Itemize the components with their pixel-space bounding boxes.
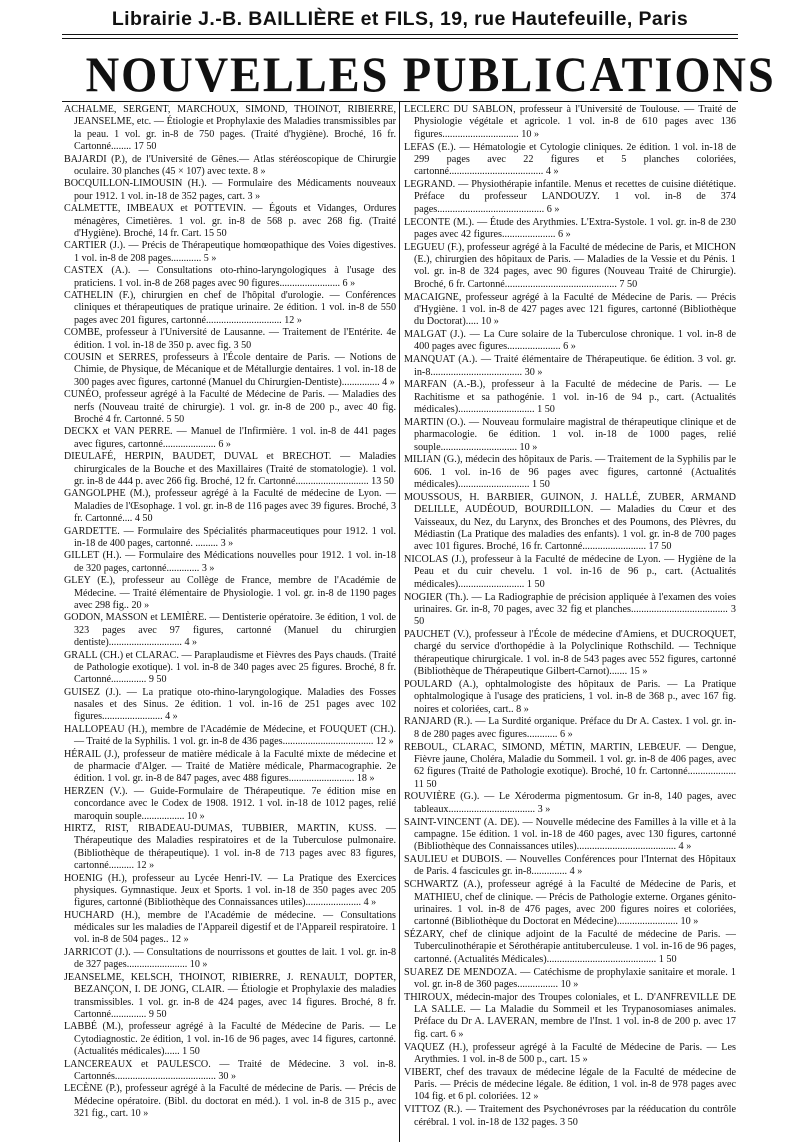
catalog-entry-text: HERZEN (V.). — Guide-Formulaire de Thérapeutique. 7e édition mise en concordance avec le Codex de 1908. 1912. 1 vol. in-18 de 1012 pages, relié maroquin souple................. 10 »: [64, 785, 396, 822]
catalog-entry: [64, 104, 396, 153]
catalog-entry-text: LECÈNE (P.), professeur agrégé à la Faculté de médecine de Paris. — Précis de Médecine opératoire. (Bibl. du doctorat en méd.). 1 vol. in-8 de 315 p., avec 321 fig., cart. 10 »: [64, 1083, 396, 1120]
catalog-entry-text: MARFAN (A.-B.), professeur à la Faculté de médecine de Paris. — Le Rachitisme et sa pathogénie. 1 vol. in-16 de 94 p., cart. (Actualités médicales).............................. 1 50: [404, 379, 736, 415]
catalog-entry-text: DIEULAFÉ, HERPIN, BAUDET, DUVAL et BRECHOT. — Maladies chirurgicales de la Bouche et des Maxillaires (Traité de stomatologie). 1 vol. gr. in-8 de 444 p. avec 266 fig. Broché, 12 fr. Cartonné............................. 13 50: [64, 451, 396, 487]
catalog-entry: [404, 817, 736, 854]
catalog-entry: [64, 1021, 396, 1058]
catalog-entry: [404, 329, 736, 354]
catalog-entry-text: CUNÉO, professeur agrégé à la Faculté de Médecine de Paris. — Maladies des nerfs (Nouveau traité de chirurgie). 1 vol. gr. in-8 de 200 p., avec 40 fig. Broché 4 fr. Cartonné. 5 50: [64, 389, 396, 425]
right-column: [404, 104, 736, 1129]
catalog-entry: [404, 629, 736, 679]
catalog-entry-text: CASTEX (A.). — Consultations oto-rhino-laryngologiques à l'usage des praticiens. 1 vol. in-8 de 268 pages avec 90 figures........................ 6 »: [64, 265, 396, 289]
catalog-entry: [404, 679, 736, 716]
catalog-entry-text: VIBERT, chef des travaux de médecine légale de la Faculté de médecine de Paris. — Précis de médecine légale. 8e édition, 1 vol. in-8 de 978 pages avec 104 fig. et 6 pl. coloriées. 12 »: [404, 1066, 736, 1103]
column-divider: [399, 102, 400, 1142]
catalog-entry: [64, 550, 396, 575]
title-rule: [62, 101, 738, 102]
catalog-entry: [64, 240, 396, 265]
catalog-entry: [404, 854, 736, 879]
catalog-entry-text: GLEY (E.), professeur au Collège de France, membre de l'Académie de Médecine. — Traité élémentaire de Physiologie. 1 vol. gr. in-8 de 1190 pages avec 298 fig.. 20 »: [64, 575, 396, 611]
catalog-entry: [404, 454, 736, 491]
catalog-entry: [404, 217, 736, 242]
catalog-entry-text: BOCQUILLON-LIMOUSIN (H.). — Formulaire des Médicaments nouveaux pour 1912. 1 vol. in-18 de 352 pages, cart. 3 »: [64, 178, 396, 202]
catalog-entry-text: GUISEZ (J.). — La pratique oto-rhino-laryngologique. Maladies des Fosses nasales et des Sinus. 2e édition. 1 vol. in-16 de 251 pages avec 102 figures........................ 4 »: [64, 686, 396, 723]
catalog-entry-text: MANQUAT (A.). — Traité élémentaire de Thérapeutique. 6e édition. 3 vol. gr. in-8.................................... 30 »: [404, 354, 736, 378]
catalog-entry-text: LEFAS (E.). — Hématologie et Cytologie cliniques. 2e édition. 1 vol. in-18 de 299 pages avec 22 figures et 5 planches coloriées, cartonné..................................... 4 »: [404, 141, 736, 178]
catalog-entry-text: HÉRAIL (J.), professeur de matière médicale à la Faculté mixte de médecine et de pharmacie d'Alger. — Traité de Matière médicale, Pharmacographie. 2e édition. 1 vol. gr. in-8 de 847 pages, avec 488 figures.......................... 18 »: [64, 748, 396, 785]
catalog-entry: [64, 290, 396, 327]
catalog-entry-text: SCHWARTZ (A.), professeur agrégé à la Faculté de Médecine de Paris, et MATHIEU, chef de clinique. — Précis de Pathologie externe. Organes génito-urinaires. 1 vol. in-8 de 476 pages, avec 200 figures noires et coloriées, cartonné (Bibliothèque du Doctorat en Médecine)........................ 10 »: [404, 879, 736, 928]
catalog-entry: [64, 650, 396, 687]
catalog-entry: [64, 1059, 396, 1084]
catalog-entry-text: MACAIGNE, professeur agrégé à la Faculté de Médecine de Paris. — Précis d'Hygiène. 1 vol. in-8 de 427 pages avec 121 figures, cartonné (Bibliothèque du Doctorat)..... 10 »: [404, 291, 736, 328]
catalog-entry: [404, 716, 736, 741]
catalog-entry: [64, 823, 396, 872]
catalog-entry-text: COMBE, professeur à l'Université de Lausanne. — Traitement de l'Entérite. 4e édition. 1 vol. in-18 de 350 p. avec fig. 3 50: [64, 327, 396, 351]
catalog-entry-text: HALLOPEAU (H.), membre de l'Académie de Médecine, et FOUQUET (CH.). — Traité de la Syphilis. 1 vol. gr. in-8 de 436 pages.................................... 12 »: [64, 723, 396, 748]
catalog-entry-text: HUCHARD (H.), membre de l'Académie de médecine. — Consultations médicales sur les maladies de l'Appareil digestif et de l'Appareil respiratoire. 1 vol. in-8 de 504 pages.. 12 »: [64, 909, 396, 946]
catalog-entry: [64, 873, 396, 910]
catalog-entry-text: REBOUL, CLARAC, SIMOND, MÉTIN, MARTIN, LEBŒUF. — Dengue, Fièvre jaune, Choléra, Maladie du Sommeil. 1 vol. gr. in-8 de 406 pages, avec 62 figures (Traité de Pathologie exotique). Broché, 10 fr. Cartonné................... 11 50: [404, 741, 736, 790]
catalog-entry: [64, 612, 396, 649]
catalog-entry: [64, 749, 396, 786]
catalog-entry: [64, 786, 396, 823]
catalog-entry: [404, 492, 736, 554]
catalog-entry-text: LEGUEU (F.), professeur agrégé à la Faculté de médecine de Paris, et MICHON (E.), chirurgien des hôpitaux de Paris. — Maladies de la Vessie et du Pénis. 1 vol. gr. in-8 de 324 pages, avec 90 figures (Nouveau Traité de Chirurgie). Broché, 6 fr. Cartonné............................................ 7 50: [404, 241, 736, 290]
catalog-entry-text: ACHALME, SERGENT, MARCHOUX, SIMOND, THOINOT, RIBIERRE, JEANSELME, etc. — Étiologie et Prophylaxie des Maladies transmissibles par la peau. 1 vol. gr. in-8 de 750 pages. (Traité d'hygiène). Broché, 16 fr. Cartonné........ 17 50: [64, 104, 396, 152]
catalog-entry-text: JARRICOT (J.). — Consultations de nourrissons et gouttes de lait. 1 vol. gr. in-8 de 327 pages........................ 10 »: [64, 947, 396, 971]
catalog-entry: [404, 879, 736, 929]
catalog-entry: [404, 791, 736, 816]
catalog-entry-text: LABBÉ (M.), professeur agrégé à la Faculté de Médecine de Paris. — Le Cytodiagnostic. 2e édition, 1 vol. in-16 de 96 pages, avec 14 figures, cartonné. (Actualités médicales)...... 1 50: [64, 1021, 396, 1057]
catalog-entry-text: NOGIER (Th.). — La Radiographie de précision appliquée à l'examen des voies urinaires. Gr. in-8, 70 pages, avec 32 fig et planches...................................... 3 50: [404, 591, 736, 628]
catalog-entry-text: MARTIN (O.). — Nouveau formulaire magistral de thérapeutique clinique et de pharmacologie. 6e édition. 1 vol. in-18 de 1000 pages, relié souple.............................. 10 »: [404, 416, 736, 453]
catalog-entry-text: VAQUEZ (H.), professeur agrégé à la Faculté de Médecine de Paris. — Les Arythmies. 1 vol. in-8 de 500 p., cart. 15 »: [404, 1041, 736, 1065]
catalog-entry-text: SUAREZ DE MENDOZA. — Catéchisme de prophylaxie sanitaire et morale. 1 vol. gr. in-8 de 360 pages................ 10 »: [404, 966, 736, 990]
catalog-entry: [64, 724, 396, 749]
catalog-entry-text: SÉZARY, chef de clinique adjoint de la Faculté de médecine de Paris. — Tuberculinothérapie et Sérothérapie antituberculeuse. 1 vol. in-16 de 96 pages, cartonné. (Actualités Médicales)........................................... 1 50: [404, 929, 736, 965]
catalog-entry: [404, 967, 736, 992]
catalog-entry: [64, 575, 396, 612]
catalog-entry: [404, 1042, 736, 1067]
catalog-entry-text: CALMETTE, IMBEAUX et POTTEVIN. — Égouts et Vidanges, Ordures ménagères, Cimetières. 1 vol. gr. in-8 de 568 p. avec 268 fig. (Traité d'Hygiène). Broché, 14 fr. Cart. 15 50: [64, 203, 396, 239]
catalog-entry: [64, 972, 396, 1021]
catalog-entry-text: MILIAN (G.), médecin des hôpitaux de Paris. — Traitement de la Syphilis par le 606. 1 vol. in-16 de 96 pages avec figures, cartonné (Actualités médicales)............................ 1 50: [404, 454, 736, 490]
catalog-entry-text: THIROUX, médecin-major des Troupes coloniales, et L. D'ANFREVILLE DE LA SALLE. — La Maladie du Sommeil et les Trypanosomiases animales. Préface du Dr A. LAVERAN, membre de l'Inst. 1 vol. in-8 de 200 p. avec 17 fig. cart. 6 »: [404, 991, 736, 1040]
catalog-entry-text: RANJARD (R.). — La Surdité organique. Préface du Dr A. Castex. 1 vol. gr. in-8 de 280 pages avec figures............ 6 »: [404, 716, 736, 740]
catalog-entry-text: GILLET (H.). — Formulaire des Médications nouvelles pour 1912. 1 vol. in-18 de 320 pages, cartonné............. 3 »: [64, 550, 396, 574]
catalog-entry: [64, 687, 396, 724]
catalog-entry: [404, 554, 736, 591]
catalog-entry-text: MOUSSOUS, H. BARBIER, GUINON, J. HALLÉ, ZUBER, ARMAND DELILLE, AUDÉOUD, BOURDILLON. — Maladies du Cœur et des Vaisseaux, du Nez, du Larynx, des Bronches et des Poumons, des Plèvres, du Médiastin (La Pratique des maladies des enfants). 1 vol. gr. in-8 de 700 pages avec 101 figures. Broché, 16 fr. Cartonné......................... 17 50: [404, 491, 736, 553]
catalog-entry: [64, 451, 396, 488]
catalog-entry-text: GARDETTE. — Formulaire des Spécialités pharmaceutiques pour 1912. 1 vol. in-18 de 400 pages, cartonné. ......... 3 »: [64, 525, 396, 549]
catalog-entry: [64, 488, 396, 525]
catalog-entry-text: SAINT-VINCENT (A. DE). — Nouvelle médecine des Familles à la ville et à la campagne. 15e édition. 1 vol. in-18 de 460 pages, avec 130 figures, cartonné (Bibliothèque des Connaissances utiles)....................................... 4 »: [404, 816, 736, 853]
catalog-entry-text: GODON, MASSON et LEMIÈRE. — Dentisterie opératoire. 3e édition, 1 vol. de 323 pages avec 97 figures, cartonné (Manuel du chirurgien dentiste)............................. 4 »: [64, 612, 396, 649]
catalog-entry: [404, 1067, 736, 1104]
catalog-entry: [404, 142, 736, 179]
catalog-entry: [404, 379, 736, 416]
catalog-entry-text: LECONTE (M.). — Étude des Arythmies. L'Extra-Systole. 1 vol. gr. in-8 de 230 pages avec 42 figures..................... 6 »: [404, 216, 736, 240]
catalog-entry-text: COUSIN et SERRES, professeurs à l'École dentaire de Paris. — Notions de Chimie, de Physique, de Mécanique et de Métallurgie dentaires. 1 vol. in-18 de 300 pages avec figures, cartonné (Manuel du Chirurgien-Dentiste)............... 4 »: [64, 352, 396, 388]
catalog-entry-text: MALGAT (J.). — La Cure solaire de la Tuberculose chronique. 1 vol. in-8 de 400 pages avec figures..................... 6 »: [404, 329, 736, 353]
catalog-entry: [404, 242, 736, 292]
catalog-entry: [404, 417, 736, 454]
catalog-entry: [64, 1083, 396, 1120]
catalog-entry: [404, 1104, 736, 1129]
catalog-entry: [64, 203, 396, 240]
catalog-entry: [64, 178, 396, 203]
catalog-entry: [404, 592, 736, 629]
catalog-entry-text: LEGRAND. — Physiothérapie infantile. Menus et recettes de cuisine diététique. Préface du professeur LANDOUZY. 1 vol. in-8 de 374 pages.......................................... 6 »: [404, 179, 736, 215]
catalog-entry: [64, 389, 396, 426]
catalog-entry: [64, 327, 396, 352]
catalog-entry: [404, 742, 736, 792]
catalog-entry-text: JEANSELME, KELSCH, THOINOT, RIBIERRE, J. RENAULT, DOPTER, BEZANÇON, I. DE JONG, CLAIR. — Étiologie et Prophylaxie des maladies transmissibles. 1 vol. gr. in-8 de 424 pages, avec 14 figures. Broché, 8 fr. Cartonné.............. 9 50: [64, 971, 396, 1020]
catalog-entry-text: HOENIG (H.), professeur au Lycée Henri-IV. — La Pratique des Exercices physiques. Gymnastique. Jeux et Sports. 1 vol. in-18 de 350 pages avec 205 figures, cartonné (Bibliothèque des Connaissances utiles)...................... 4 »: [64, 872, 396, 909]
catalog-entry-text: CATHELIN (F.), chirurgien en chef de l'hôpital d'urologie. — Conférences cliniques et thérapeutiques de pratique urinaire. 2e édition. 1 vol. in-8 de 550 pages avec 201 figures, cartonné.............................. 12 »: [64, 290, 396, 326]
catalog-entry: [64, 154, 396, 179]
catalog-entry-text: ROUVIÈRE (G.). — Le Xéroderma pigmentosum. Gr in-8, 140 pages, avec tableaux.................................. 3 »: [404, 791, 736, 815]
catalog-entry: [64, 947, 396, 972]
catalog-entry-text: HIRTZ, RIST, RIBADEAU-DUMAS, TUBBIER, MARTIN, KUSS. — Thérapeutique des Maladies respiratoires et de la Tuberculose pulmonaire. (Bibliothèque de thérapeutique). 1 vol. in-8 de 713 pages avec 83 figures, cartonné.......... 12 »: [64, 823, 396, 872]
catalog-entry-text: BAJARDI (P.), de l'Université de Gênes.— Atlas stéréoscopique de Chirurgie oculaire. 30 planches (45 × 107) avec texte. 8 »: [64, 153, 396, 177]
catalog-entry-text: NICOLAS (J.), professeur à la Faculté de médecine de Lyon. — Hygiène de la Peau et du cuir chevelu. 1 vol. in-16 de 96 p., cart. (Actualités médicales).......................... 1 50: [404, 554, 736, 590]
catalog-entry: [64, 526, 396, 551]
catalog-entry: [64, 426, 396, 451]
header-rule-top-thin: [62, 38, 738, 39]
catalog-entry: [404, 179, 736, 216]
catalog-entry-text: GRALL (CH.) et CLARAC. — Paraplaudisme et Fièvres des Pays chauds. (Traité de Pathologie exotique). 1 vol. in-8 de 340 pages avec 25 figures. Broché, 8 fr. Cartonné.............. 9 50: [64, 649, 396, 686]
catalog-entry-text: CARTIER (J.). — Précis de Thérapeutique homœopathique des Voies digestives. 1 vol. in-8 de 208 pages............ 5 »: [64, 240, 396, 264]
catalog-entry: [64, 352, 396, 389]
catalog-entry-text: VITTOZ (R.). — Traitement des Psychonévroses par la rééducation du contrôle cérébral. 1 vol. in-18 de 132 pages. 3 50: [404, 1104, 736, 1128]
catalog-entry: [404, 354, 736, 379]
catalog-entry: [404, 104, 736, 141]
catalog-entry-text: PAUCHET (V.), professeur à l'École de médecine d'Amiens, et DUCROQUET, chargé du service d'orthopédie à la Polyclinique Rothschild. — Technique thérapeutique chirurgicale. 1 vol. in-8 de 543 pages avec 552 figures, cartonné (Bibliothèque de Thérapeutique Gilbert-Carnot)....... 15 »: [404, 629, 736, 678]
publisher-header: Librairie J.-B. BAILLIÈRE et FILS, 19, rue Hautefeuille, Paris: [111, 8, 689, 30]
catalog-entry: [404, 992, 736, 1042]
catalog-entry: [64, 910, 396, 947]
catalog-entry-text: POULARD (A.), ophtalmologiste des hôpitaux de Paris. — La Pratique ophtalmologique à l'usage des praticiens, 1 vol. in-8 de 368 p., avec 167 fig. noires et coloriées, cart.. 8 »: [404, 678, 736, 715]
catalog-entry-text: GANGOLPHE (M.), professeur agrégé à la Faculté de médecine de Lyon. — Maladies de l'Œsophage. 1 vol. gr. in-8 de 116 pages avec 39 figures. Broché, 3 fr. Cartonné.... 4 50: [64, 488, 396, 525]
catalog-entry-text: DECKX et VAN PERRE. — Manuel de l'Infirmière. 1 vol. in-8 de 441 pages avec figures, cartonné..................... 6 »: [64, 426, 396, 450]
page-title: NOUVELLES PUBLICATIONS: [85, 46, 776, 102]
catalog-entry: [64, 265, 396, 290]
catalog-entry-text: SAULIEU et DUBOIS. — Nouvelles Conférences pour l'Internat des Hôpitaux de Paris. 4 fascicules gr. in-8.............. 4 »: [404, 854, 736, 878]
catalog-entry: [404, 292, 736, 329]
left-column: [64, 104, 396, 1121]
header-rule-top: [62, 34, 738, 35]
catalog-entry-text: LANCEREAUX et PAULESCO. — Traité de Médecine. 3 vol. in-8. Cartonnés........................................ 30 »: [64, 1058, 396, 1082]
catalog-entry: [404, 929, 736, 966]
catalog-entry-text: LECLERC DU SABLON, professeur à l'Université de Toulouse. — Traité de Physiologie végétale et agricole. 1 vol. in-8 de 610 pages avec 136 figures.............................. 10 »: [404, 104, 736, 140]
